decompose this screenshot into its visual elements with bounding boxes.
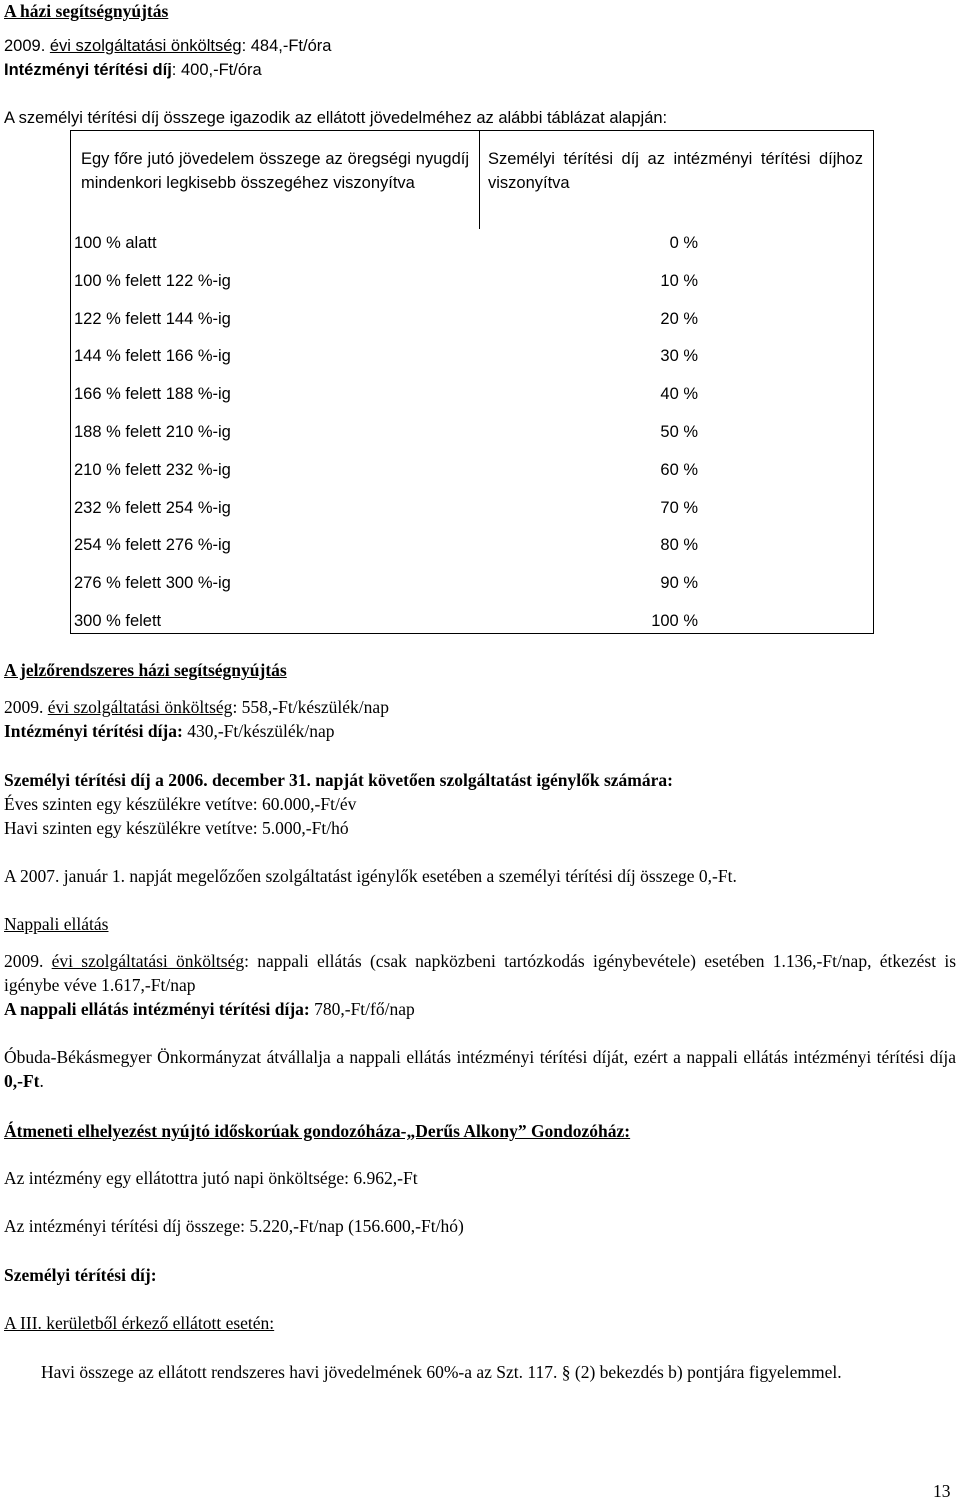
section-title-nappali: Nappali ellátás: [4, 914, 109, 934]
municipality-note-text: Óbuda-Békásmegyer Önkormányzat átvállalja a nappali ellátás intézményi térítési díját, ezért a nappali ellátás intézményi térítési díja: [4, 1047, 956, 1067]
table-row-value: 70 %: [660, 499, 698, 517]
municipality-note: [4, 1045, 956, 1093]
table-row-range: 276 % felett 300 %-ig: [74, 574, 231, 592]
table-row-range: 144 % felett 166 %-ig: [74, 347, 231, 365]
day-care-cost: [4, 949, 956, 997]
yearly-fee: Éves szinten egy készülékre vetítve: 60.000,-Ft/év: [4, 794, 357, 814]
cost-line: [4, 34, 331, 58]
alarm-fee-line: [4, 719, 334, 743]
fee-table: [70, 130, 874, 634]
pre-2007-note: A 2007. január 1. napját megelőzően szolgáltatást igénylők esetében a személyi térítési díj összege 0,-Ft.: [4, 866, 737, 886]
table-row-value: 100 %: [651, 612, 698, 630]
table-row-range: 232 % felett 254 %-ig: [74, 499, 231, 517]
cost-value: : 484,-Ft/óra: [241, 37, 332, 55]
day-care-cost-prefix: 2009.: [4, 951, 52, 971]
monthly-amount-note: Havi összege az ellátott rendszeres havi jövedelmének 60%-a az Szt. 117. § (2) bekezdés b) pontjára figyelemmel.: [41, 1362, 842, 1382]
cost-prefix: 2009.: [4, 37, 50, 55]
alarm-cost-prefix: 2009.: [4, 697, 48, 717]
monthly-fee: Havi szinten egy készülékre vetítve: 5.000,-Ft/hó: [4, 818, 349, 838]
table-row-value: 50 %: [660, 423, 698, 441]
day-care-fee: [4, 997, 415, 1021]
alarm-cost-link: évi szolgáltatási önköltség: [47, 697, 233, 717]
daily-cost: Az intézmény egy ellátottra jutó napi önköltsége: 6.962,-Ft: [4, 1168, 418, 1188]
institutional-fee: Az intézményi térítési díj összege: 5.220,-Ft/nap (156.600,-Ft/hó): [4, 1216, 464, 1236]
table-row-range: 254 % felett 276 %-ig: [74, 536, 231, 554]
table-row-range: 166 % felett 188 %-ig: [74, 385, 231, 403]
table-header-fee: Személyi térítési díj az intézményi térítési díjhoz viszonyítva: [488, 150, 863, 192]
personal-fee-label: Személyi térítési díj:: [4, 1265, 157, 1285]
table-row-value: 60 %: [660, 461, 698, 479]
day-care-fee-value: 780,-Ft/fő/nap: [309, 999, 415, 1019]
fee-line: [4, 58, 262, 82]
fee-value: : 400,-Ft/óra: [171, 61, 262, 79]
table-intro: A személyi térítési díj összege igazodik az ellátott jövedelméhez az alábbi táblázat alapján:: [4, 109, 668, 127]
cost-link: évi szolgáltatási önköltség: [49, 37, 242, 55]
alarm-fee-label: Intézményi térítési díja:: [4, 721, 183, 741]
table-row-range: 300 % felett: [74, 612, 162, 630]
table-row-value: 90 %: [660, 574, 698, 592]
day-care-fee-label: A nappali ellátás intézményi térítési díja:: [4, 999, 310, 1019]
day-care-cost-link: évi szolgáltatási önköltség: [51, 951, 245, 971]
alarm-fee-value: 430,-Ft/készülék/nap: [182, 721, 335, 741]
table-row-value: 80 %: [660, 536, 698, 554]
alarm-cost-line: [4, 695, 389, 719]
municipality-note-end: .: [39, 1071, 44, 1091]
section-title-gondozohaz: Átmeneti elhelyezést nyújtó időskorúak gondozóháza-„Derűs Alkony” Gondozóház:: [4, 1121, 631, 1141]
table-row-range: 100 % felett 122 %-ig: [74, 272, 231, 290]
table-row-value: 0 %: [669, 234, 698, 252]
district-heading: A III. kerületből érkező ellátott esetén:: [4, 1313, 275, 1333]
section-title-hazi-segitsegnyujtas: A házi segítségnyújtás: [4, 1, 169, 21]
table-header-income: Egy főre jutó jövedelem összege az öregségi nyugdíj mindenkori legkisebb összegéhez viszonyítva: [81, 150, 469, 192]
table-row-value: 40 %: [660, 385, 698, 403]
table-column-divider: [479, 131, 480, 229]
table-row-range: 210 % felett 232 %-ig: [74, 461, 231, 479]
page-number: 13: [933, 1481, 951, 1501]
fee-label: Intézményi térítési díj: [4, 61, 172, 79]
table-row-value: 20 %: [660, 310, 698, 328]
table-row-value: 30 %: [660, 347, 698, 365]
table-row-range: 188 % felett 210 %-ig: [74, 423, 231, 441]
day-care-cost-text: : nappali ellátás (csak napközbeni tartózkodás igénybevétele) esetében 1.136,-Ft/nap, étkezést is igénybe véve 1.617,-Ft/nap: [4, 951, 957, 995]
table-row-value: 10 %: [660, 272, 698, 290]
alarm-cost-value: : 558,-Ft/készülék/nap: [232, 697, 389, 717]
municipality-note-amount: 0,-Ft: [4, 1071, 40, 1091]
section-title-jelzorendszer: A jelzőrendszeres házi segítségnyújtás: [4, 660, 287, 680]
table-row-range: 100 % alatt: [74, 234, 157, 252]
table-row-range: 122 % felett 144 %-ig: [74, 310, 231, 328]
personal-fee-heading: Személyi térítési díj a 2006. december 31. napját követően szolgáltatást igénylők számára:: [4, 770, 673, 790]
